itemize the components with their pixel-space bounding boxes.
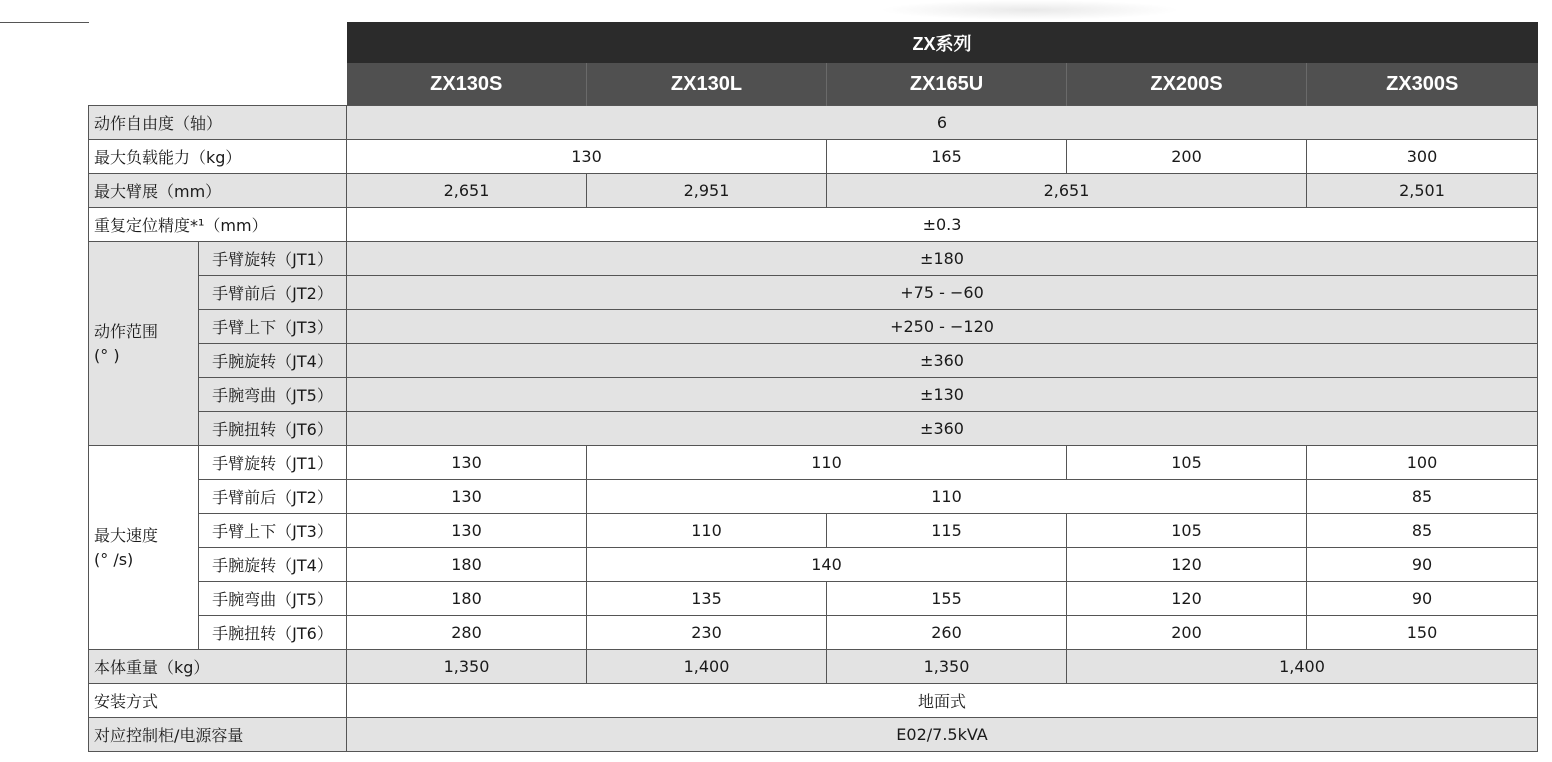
cell-value: 2,501 xyxy=(1307,174,1538,208)
cell-value: 260 xyxy=(827,616,1067,650)
table-row xyxy=(89,242,1538,276)
cell-value: 1,350 xyxy=(827,650,1067,684)
row-label: 最大负载能力（kg） xyxy=(89,140,347,174)
cell-value: ±180 xyxy=(347,242,1538,276)
model-header: ZX130S xyxy=(347,63,587,106)
motion-range-group-label xyxy=(89,242,199,446)
cell-value: 130 xyxy=(347,140,827,174)
cell-value: 85 xyxy=(1307,480,1538,514)
cell-value: 100 xyxy=(1307,446,1538,480)
cell-value: 6 xyxy=(347,106,1538,140)
table-row xyxy=(89,208,1538,242)
cell-value: E02/7.5kVA xyxy=(347,718,1538,752)
cell-value: 130 xyxy=(347,514,587,548)
row-label: 安装方式 xyxy=(89,684,347,718)
row-label: 手腕旋转（JT4） xyxy=(199,344,347,378)
group-label-text: 动作范围 (° ) xyxy=(94,321,159,365)
cell-value: 120 xyxy=(1067,582,1307,616)
table-row xyxy=(89,276,1538,310)
row-label: 手腕扭转（JT6） xyxy=(199,616,347,650)
model-header: ZX200S xyxy=(1067,63,1307,106)
table-row xyxy=(89,582,1538,616)
cell-value: 200 xyxy=(1067,616,1307,650)
cell-value: 135 xyxy=(587,582,827,616)
cell-value: 105 xyxy=(1067,446,1307,480)
table-row xyxy=(89,684,1538,718)
cell-value: 地面式 xyxy=(347,684,1538,718)
cell-value: 2,951 xyxy=(587,174,827,208)
cell-value: 300 xyxy=(1307,140,1538,174)
cell-value: 155 xyxy=(827,582,1067,616)
row-label: 重复定位精度*¹（mm） xyxy=(89,208,347,242)
cell-value: 130 xyxy=(347,446,587,480)
cell-value: 1,400 xyxy=(1067,650,1538,684)
cell-value: 90 xyxy=(1307,548,1538,582)
cell-value: 120 xyxy=(1067,548,1307,582)
cell-value: +250 - −120 xyxy=(347,310,1538,344)
row-label: 手腕弯曲（JT5） xyxy=(199,582,347,616)
cell-value: 1,350 xyxy=(347,650,587,684)
cell-value: 140 xyxy=(587,548,1067,582)
cell-value: 110 xyxy=(587,514,827,548)
cell-value: 105 xyxy=(1067,514,1307,548)
cell-value: ±360 xyxy=(347,412,1538,446)
header-glow xyxy=(880,0,1180,20)
table-row xyxy=(89,106,1538,140)
row-label: 手臂上下（JT3） xyxy=(199,310,347,344)
header-blank xyxy=(89,63,347,106)
series-title: ZX系列 xyxy=(347,22,1538,63)
cell-value: 2,651 xyxy=(347,174,587,208)
cell-value: ±360 xyxy=(347,344,1538,378)
row-label: 手臂上下（JT3） xyxy=(199,514,347,548)
table-row xyxy=(89,718,1538,752)
max-speed-group-label xyxy=(89,446,199,650)
cell-value: +75 - −60 xyxy=(347,276,1538,310)
model-header: ZX165U xyxy=(827,63,1067,106)
table-row xyxy=(89,548,1538,582)
cell-value: ±0.3 xyxy=(347,208,1538,242)
cell-value: 150 xyxy=(1307,616,1538,650)
row-label: 动作自由度（轴） xyxy=(89,106,347,140)
table-row xyxy=(89,412,1538,446)
cell-value: 130 xyxy=(347,480,587,514)
row-label: 手腕旋转（JT4） xyxy=(199,548,347,582)
row-label: 手臂前后（JT2） xyxy=(199,480,347,514)
table-row xyxy=(89,446,1538,480)
row-label: 手腕扭转（JT6） xyxy=(199,412,347,446)
cell-value: 180 xyxy=(347,582,587,616)
row-label: 最大臂展（mm） xyxy=(89,174,347,208)
model-header: ZX300S xyxy=(1307,63,1538,106)
cell-value: 165 xyxy=(827,140,1067,174)
cell-value: ±130 xyxy=(347,378,1538,412)
cell-value: 90 xyxy=(1307,582,1538,616)
cell-value: 180 xyxy=(347,548,587,582)
row-label: 本体重量（kg） xyxy=(89,650,347,684)
row-label: 手臂前后（JT2） xyxy=(199,276,347,310)
table-row xyxy=(89,378,1538,412)
table-row xyxy=(89,174,1538,208)
table-row xyxy=(89,480,1538,514)
table-row xyxy=(89,514,1538,548)
cell-value: 115 xyxy=(827,514,1067,548)
cell-value: 1,400 xyxy=(587,650,827,684)
cell-value: 110 xyxy=(587,480,1307,514)
header-blank xyxy=(89,22,347,63)
row-label: 手腕弯曲（JT5） xyxy=(199,378,347,412)
spec-table xyxy=(88,22,1538,752)
row-label: 对应控制柜/电源容量 xyxy=(89,718,347,752)
row-label: 手臂旋转（JT1） xyxy=(199,242,347,276)
cell-value: 280 xyxy=(347,616,587,650)
table-row xyxy=(89,650,1538,684)
table-row xyxy=(89,140,1538,174)
table-row xyxy=(89,616,1538,650)
model-header: ZX130L xyxy=(587,63,827,106)
table-row xyxy=(89,344,1538,378)
series-header-row xyxy=(89,22,1538,63)
row-label: 手臂旋转（JT1） xyxy=(199,446,347,480)
cell-value: 230 xyxy=(587,616,827,650)
group-label-text: 最大速度 (° /s) xyxy=(94,525,159,569)
cell-value: 200 xyxy=(1067,140,1307,174)
table-row xyxy=(89,310,1538,344)
cell-value: 2,651 xyxy=(827,174,1307,208)
cell-value: 85 xyxy=(1307,514,1538,548)
cell-value: 110 xyxy=(587,446,1067,480)
model-header-row xyxy=(89,63,1538,106)
